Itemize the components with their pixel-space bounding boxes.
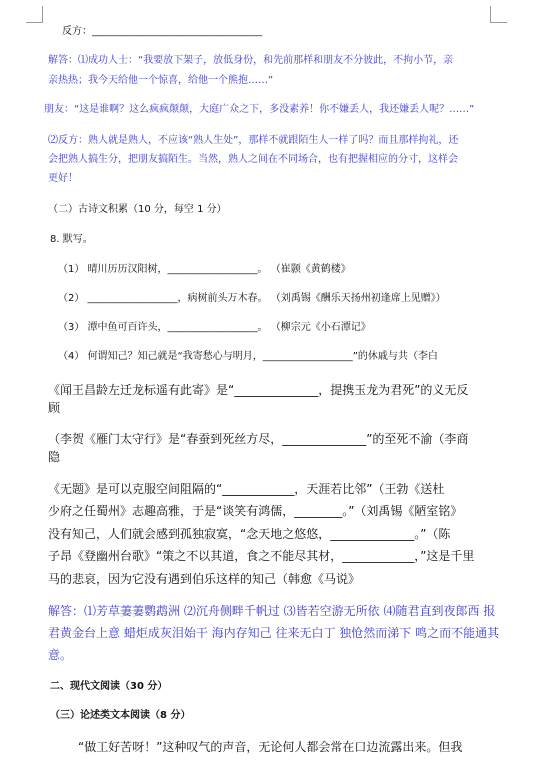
answer-line: 意。 bbox=[48, 648, 73, 662]
body-line: 隐 bbox=[48, 450, 61, 464]
answer-line: 更好！ bbox=[48, 173, 78, 184]
question-number: 8. 默写。 bbox=[50, 234, 93, 245]
fill-in-line: （4） 何谓知己？知己就是“我寄愁心与明月，__________________”的休戚与共（李白 bbox=[58, 351, 438, 362]
section-heading: （二）古诗文积累（10 分，每空 1 分） bbox=[48, 204, 227, 215]
answer-line: 君黄金台上意 蜡炬成灰泪始干 海内存知己 往来无白丁 独怆然而涕下 鸣之而不能通其 bbox=[48, 626, 500, 640]
fill-in-line: （3） 潭中鱼可百许头，__________________。 （柳宗元《小石潭记》 bbox=[58, 322, 371, 333]
body-line: 没有知己，人们就会感到孤独寂寞，“念天地之悠悠，______________。”（陈 bbox=[48, 527, 451, 541]
counter-side-label: 反方：__________________________________ bbox=[62, 26, 262, 37]
answer-line: 亲热热；我今天给他一个惊喜，给他一个熊抱……” bbox=[48, 75, 274, 86]
fill-in-line: （1） 晴川历历汉阳树，__________________。 （崔颢《黄鹤楼》 bbox=[58, 264, 351, 275]
answer-line: 朋友：“这是谁啊？这么疯疯颠颠，大庭广众之下，多没素养！你不嫌丢人，我还嫌丢人呢？……” bbox=[44, 104, 475, 115]
subsection-heading: （三）论述类文本阅读（8 分） bbox=[50, 710, 191, 721]
body-line: 《无题》是可以克服空间阻隔的“____________，天涯若比邻”（王勃《送杜 bbox=[48, 482, 445, 496]
corner-crop-mark bbox=[490, 6, 507, 23]
answer-line: 解答：⑴芳草萋萋鹦鹉洲 ⑵沉舟侧畔千帆过 ⑶皆若空游无所依 ⑷随君直到夜郎西 报 bbox=[48, 604, 496, 618]
section-heading: 二、现代文阅读（30 分） bbox=[50, 681, 168, 692]
body-line: 顾 bbox=[48, 401, 61, 415]
body-line: 《闻王昌龄左迁龙标遥有此寄》是“______________，提携玉龙为君死”的义无反 bbox=[48, 383, 469, 397]
corner-crop-mark bbox=[26, 6, 43, 23]
body-line: 少府之任蜀州》志趣高雅，于是“谈笑有鸿儒，________。”（刘禹锡《陋室铭》 bbox=[48, 504, 463, 518]
body-line: 子昂《登幽州台歌》“策之不以其道，食之不能尽其材，____________，”这是千里 bbox=[48, 549, 475, 563]
answer-line: 会把熟人搞生分，把朋友搞陌生。当然，熟人之间在不同场合，也有把握相应的分寸，这样会 bbox=[48, 154, 458, 165]
answer-line: ⑵反方：熟人就是熟人，不应该“熟人生处”，那样不就跟陌生人一样了吗？而且那样拘礼，还 bbox=[48, 135, 459, 146]
answer-line: 解答：⑴成功人士：“我要放下架子，放低身份，和先前那样和朋友不分彼此，不拘小节，亲 bbox=[48, 55, 454, 66]
body-line: （李贺《雁门太守行》是“春蚕到死丝方尽，______________”的至死不渝（李商 bbox=[48, 432, 469, 446]
fill-in-line: （2） __________________，病树前头万木春。 （刘禹锡《酬乐天扬州初逢席上见赠》） bbox=[58, 293, 446, 304]
body-line: “做工好苦呀！”这种叹气的声音，无论何人都会常在口边流露出来。但我 bbox=[78, 740, 463, 754]
body-line: 马的悲哀，因为它没有遇到伯乐这样的知己（韩愈《马说》 bbox=[48, 572, 361, 586]
